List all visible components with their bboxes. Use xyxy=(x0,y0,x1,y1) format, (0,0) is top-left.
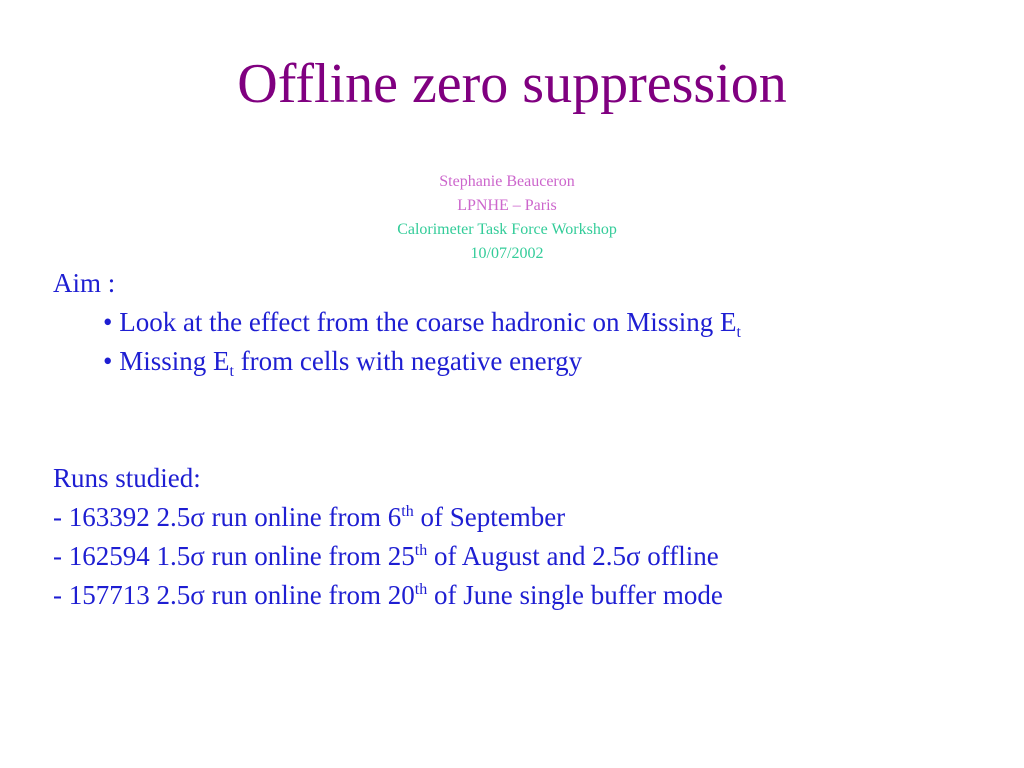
run-item-text-end: of September xyxy=(413,502,566,532)
aim-bullet xyxy=(53,342,741,381)
aim-bullet-text-end: from cells with negative energy xyxy=(233,346,583,376)
workshop-name: Calorimeter Task Force Workshop xyxy=(397,221,617,238)
aim-section xyxy=(53,264,741,381)
presentation-date: 10/07/2002 xyxy=(470,245,544,262)
runs-heading: Runs studied: xyxy=(53,463,201,493)
run-item xyxy=(53,576,723,615)
author-name: Stephanie Beauceron xyxy=(439,173,575,190)
bullet-marker: • xyxy=(103,307,113,337)
bullet-marker: • xyxy=(103,346,113,376)
run-item-text: - 162594 1.5σ run online from 25 xyxy=(53,541,415,571)
aim-heading: Aim : xyxy=(53,268,116,298)
run-item-text: - 163392 2.5σ run online from 6 xyxy=(53,502,402,532)
byline xyxy=(0,170,1014,266)
slide-title: Offline zero suppression xyxy=(237,53,787,115)
run-item-text-end: of August and 2.5σ offline xyxy=(427,541,719,571)
run-item-ordinal-suffix: th xyxy=(401,503,414,520)
aim-bullet-text: Look at the effect from the coarse hadronic on Missing E xyxy=(112,307,737,337)
run-item-text-end: of June single buffer mode xyxy=(427,580,723,610)
run-item-ordinal-suffix: th xyxy=(414,581,428,598)
run-item-text: - 157713 2.5σ run online from 20 xyxy=(53,580,415,610)
run-item xyxy=(53,537,723,576)
runs-section xyxy=(53,459,723,615)
run-item xyxy=(53,498,723,537)
aim-bullet-subscript: t xyxy=(736,324,741,341)
run-item-ordinal-suffix: th xyxy=(414,542,428,559)
aim-bullet-subscript: t xyxy=(229,363,234,380)
aim-bullet-text: Missing E xyxy=(112,346,230,376)
aim-bullet xyxy=(53,303,741,342)
lab-name: LPNHE – Paris xyxy=(457,197,557,214)
